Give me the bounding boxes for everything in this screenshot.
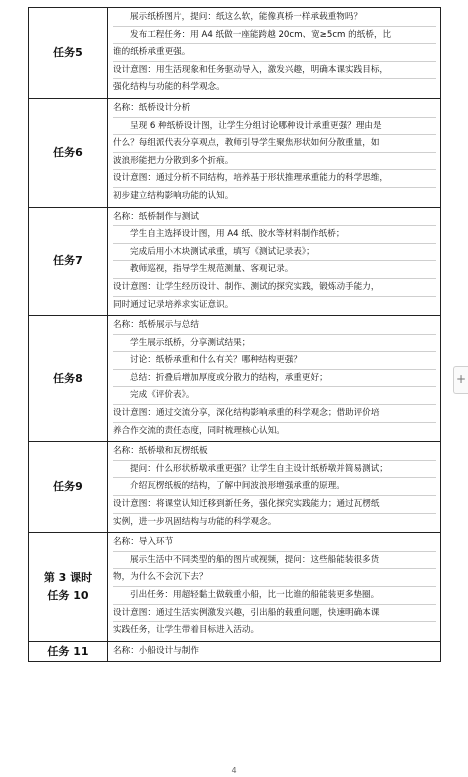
task-row-10 — [29, 533, 441, 642]
content-line: 设计意图：通过分析不同结构，培养基于形状推理承重能力的科学思维， — [113, 169, 436, 187]
content-line: 谁的纸桥承重更强。 — [113, 43, 436, 61]
task-row-9 — [29, 442, 441, 533]
task-content-cell — [108, 533, 441, 642]
task-name-line: 名称：纸桥设计分析 — [113, 102, 191, 113]
task-content-cell — [108, 316, 441, 442]
content-line: 物，为什么不会沉下去？ — [113, 568, 436, 586]
content-line: 发布工程任务：用 A4 纸做一座能跨越 20cm、宽≥5cm 的纸桥，比 — [113, 26, 436, 44]
task-name-line: 名称：纸桥展示与总结 — [113, 320, 199, 331]
content-line: 讨论：纸桥承重和什么有关？哪种结构更强？ — [113, 351, 436, 369]
task-label-cell — [29, 442, 108, 533]
task-name-line: 名称：导入环节 — [113, 537, 174, 548]
task-content-cell — [108, 207, 441, 316]
task-content-cell — [108, 641, 441, 662]
content-line: 强化结构与功能的科学观念。 — [113, 78, 436, 96]
task-name-line: 名称：纸桥制作与测试 — [113, 211, 199, 222]
task-label-cell — [29, 98, 108, 207]
content-line: 同时通过记录培养求实证意识。 — [113, 296, 436, 314]
task-row-8 — [29, 316, 441, 442]
task-content-cell — [108, 8, 441, 99]
task-label-cell — [29, 533, 108, 642]
content-line: 初步建立结构影响功能的认知。 — [113, 187, 436, 205]
content-line: 设计意图：通过交流分享，深化结构影响承重的科学观念；借助评价培 — [113, 404, 436, 422]
task-label: 任务7 — [53, 254, 83, 268]
content-line: 提问：什么形状桥墩承重更强？让学生自主设计纸桥墩并简易测试； — [113, 460, 436, 478]
task-row-11 — [29, 641, 441, 662]
content-line: 设计意图：将课堂认知迁移到新任务，强化探究实践能力；通过瓦楞纸 — [113, 495, 436, 513]
task-label-cell — [29, 316, 108, 442]
content-line: 养合作交流的责任态度，同时梳理核心认知。 — [113, 422, 436, 440]
task-label: 任务5 — [53, 45, 83, 59]
task-label: 任务 11 — [47, 644, 89, 658]
content-line: 呈现 6 种纸桥设计图，让学生分组讨论哪种设计承重更强？理由是 — [113, 117, 436, 135]
content-line: 学生展示纸桥，分享测试结果； — [113, 334, 436, 352]
task-label-cell — [29, 207, 108, 316]
content-line: 设计意图：通过生活实例激发兴趣，引出船的载重问题，快速明确本课 — [113, 604, 436, 622]
task-name-line: 名称：小船设计与制作 — [113, 645, 199, 656]
content-line: 完成后用小木块测试承重，填写《测试记录表》； — [113, 243, 436, 261]
content-line: 教师巡视，指导学生规范测量、客观记录。 — [113, 260, 436, 278]
task-label-cell — [29, 8, 108, 99]
task-row-6 — [29, 98, 441, 207]
content-line: 什么？每组派代表分享观点，教师引导学生聚焦形状如何分散重量，如 — [113, 134, 436, 152]
content-line: 引出任务：用超轻黏土做载重小船，比一比谁的船能装更多垫圈。 — [113, 586, 436, 604]
task-row-7 — [29, 207, 441, 316]
content-line: 总结：折叠后增加厚度或分散力的结构，承重更好； — [113, 369, 436, 387]
task-row-5 — [29, 8, 441, 99]
lesson-period-label: 第 3 课时 — [43, 571, 93, 584]
task-content-cell — [108, 98, 441, 207]
task-label: 任务6 — [53, 145, 83, 159]
task-label: 任务8 — [53, 371, 83, 385]
task-label: 任务9 — [53, 480, 83, 494]
content-line: 学生自主选择设计图，用 A4 纸、胶水等材料制作纸桥； — [113, 225, 436, 243]
content-line: 实践任务，让学生带着目标进入活动。 — [113, 621, 436, 639]
content-line: 介绍瓦楞纸板的结构，了解中间波浪形增强承重的原理。 — [113, 477, 436, 495]
task-label-cell — [29, 641, 108, 662]
task-label: 任务 10 — [47, 589, 89, 602]
lesson-task-table — [28, 7, 441, 662]
task-content-cell — [108, 442, 441, 533]
content-line: 完成《评价表》。 — [113, 386, 436, 404]
page-number: 4 — [231, 766, 237, 775]
content-line: 展示生活中不同类型的船的图片或视频，提问：这些船能装很多货 — [113, 551, 436, 569]
content-line: 波浪形能把力分散到多个折痕。 — [113, 152, 436, 170]
content-line: 实例，进一步巩固结构与功能的科学观念。 — [113, 513, 436, 531]
document-page — [28, 7, 441, 662]
content-line: 展示纸桥图片，提问：纸这么软，能像真桥一样承载重物吗？ — [130, 12, 363, 22]
add-row-plus-icon[interactable]: + — [453, 366, 468, 394]
content-line: 设计意图：用生活现象和任务驱动导入，激发兴趣，明确本课实践目标， — [113, 61, 436, 79]
content-line: 设计意图：让学生经历设计、制作、测试的探究实践，锻炼动手能力， — [113, 278, 436, 296]
task-name-line: 名称：纸桥墩和瓦楞纸板 — [113, 446, 208, 457]
